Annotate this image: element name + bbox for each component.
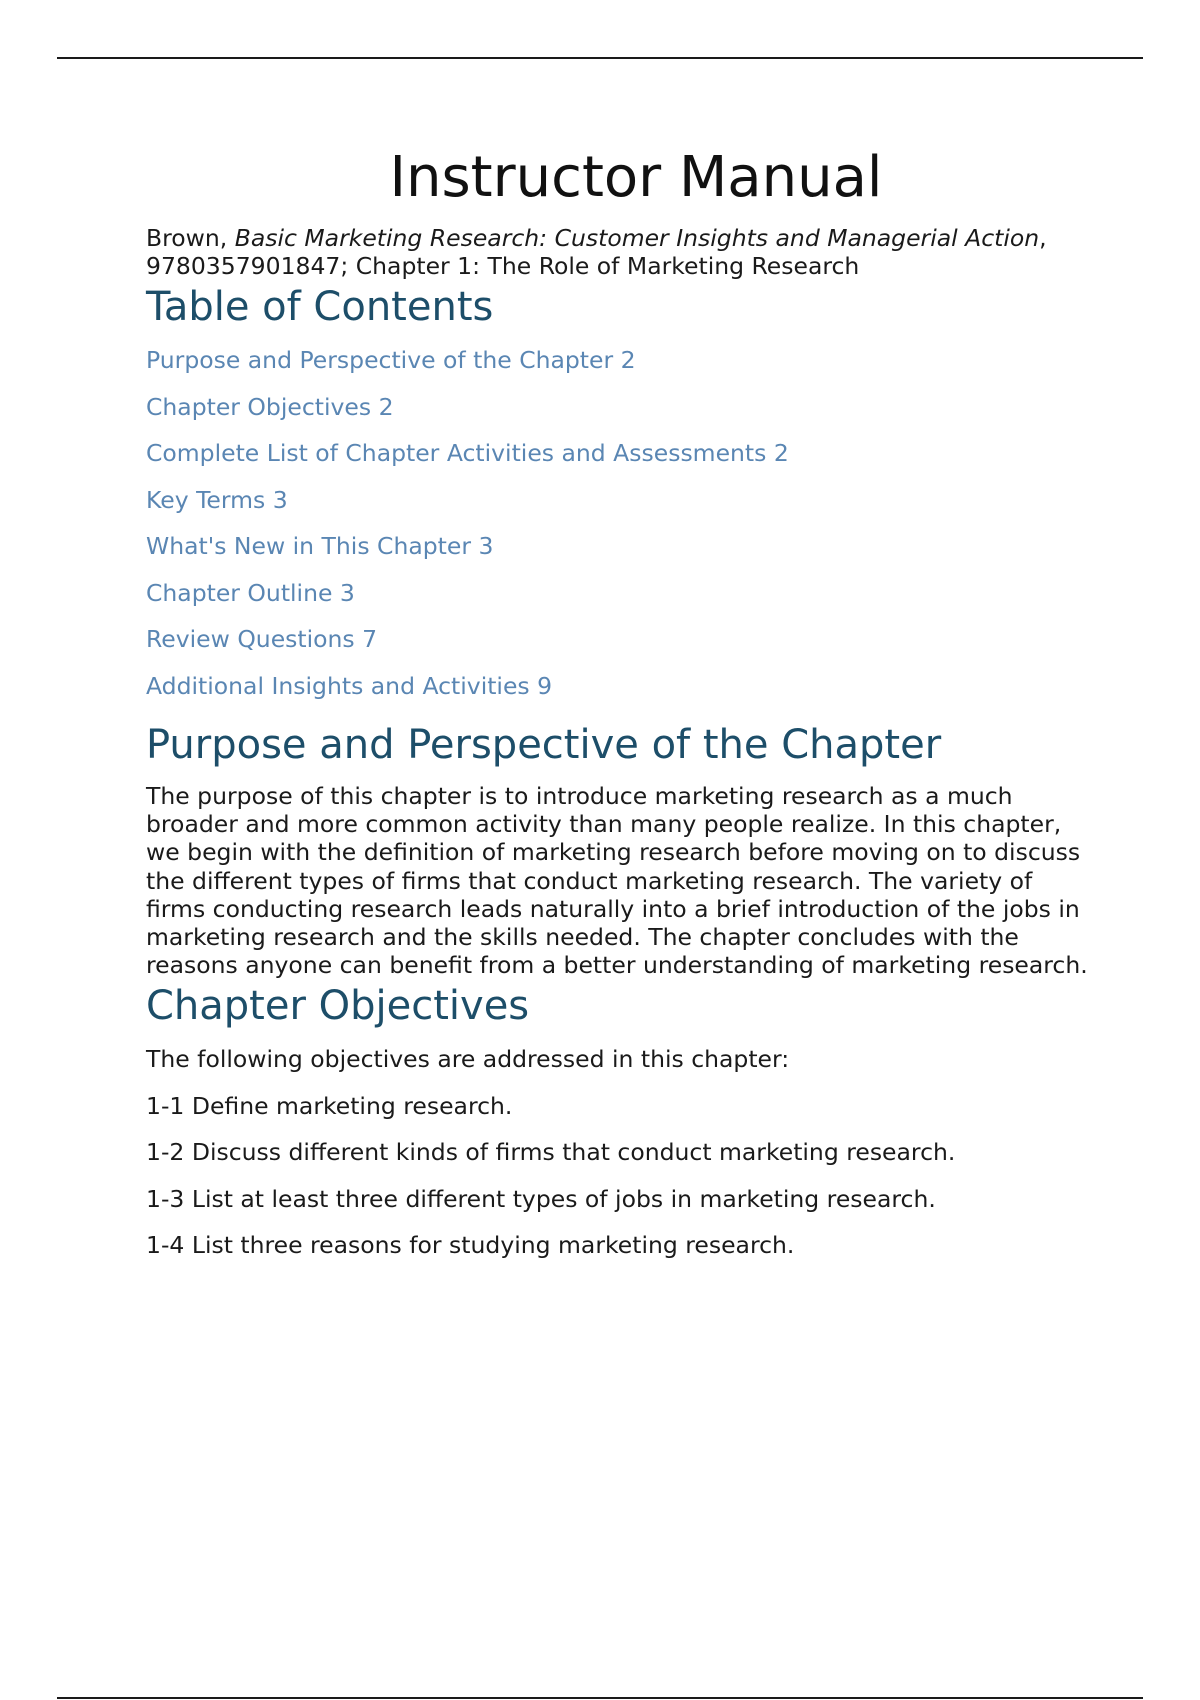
toc-link-activities[interactable]: Complete List of Chapter Activities and Assessments 2: [146, 439, 789, 467]
objective-item: 1-1 Define marketing research.: [146, 1091, 513, 1120]
toc-link-review-questions[interactable]: Review Questions 7: [146, 625, 378, 653]
document-title: Instructor Manual: [389, 145, 883, 210]
citation-author: Brown,: [146, 224, 235, 252]
toc-link-whats-new[interactable]: What's New in This Chapter 3: [146, 532, 494, 560]
purpose-paragraph: The purpose of this chapter is to introduce marketing research as a much broader and more common activity than many people realize. In this chapter, we begin with the definition of marketing research before moving on to discuss the different types of firms that conduct marketing research. The variety of firms conducting research leads naturally into a brief introduction of the jobs in marketing research and the skills needed. The chapter concludes with the reasons anyone can benefit from a better understanding of marketing research.: [146, 782, 1088, 980]
top-rule: [57, 57, 1143, 59]
objective-item: 1-2 Discuss different kinds of firms that conduct marketing research.: [146, 1138, 956, 1167]
toc-link-key-terms[interactable]: Key Terms 3: [146, 485, 288, 514]
page-content: [146, 140, 1096, 1278]
toc-link-purpose[interactable]: Purpose and Perspective of the Chapter 2: [146, 346, 636, 374]
toc-link-objectives[interactable]: Chapter Objectives 2: [146, 392, 394, 421]
objectives-heading: Chapter Objectives: [146, 983, 530, 1030]
toc-list: [146, 346, 1096, 700]
toc-link-additional-insights[interactable]: Additional Insights and Activities 9: [146, 671, 553, 700]
toc-link-outline[interactable]: Chapter Outline 3: [146, 578, 355, 607]
bottom-rule: [57, 1697, 1143, 1699]
purpose-heading: Purpose and Perspective of the Chapter: [146, 722, 942, 768]
toc-heading: Table of Contents: [146, 284, 494, 330]
citation-rest: , 9780357901847; Chapter 1: The Role of Marketing Research: [146, 224, 1047, 280]
objectives-intro: The following objectives are addressed in this chapter:: [146, 1045, 790, 1074]
objective-item: 1-4 List three reasons for studying marketing research.: [146, 1231, 795, 1260]
citation: [146, 224, 1096, 280]
objective-item: 1-3 List at least three different types of jobs in marketing research.: [146, 1184, 936, 1213]
objectives-list: [146, 1092, 1096, 1260]
citation-book-title: Basic Marketing Research: Customer Insights and Managerial Action: [234, 224, 1040, 252]
